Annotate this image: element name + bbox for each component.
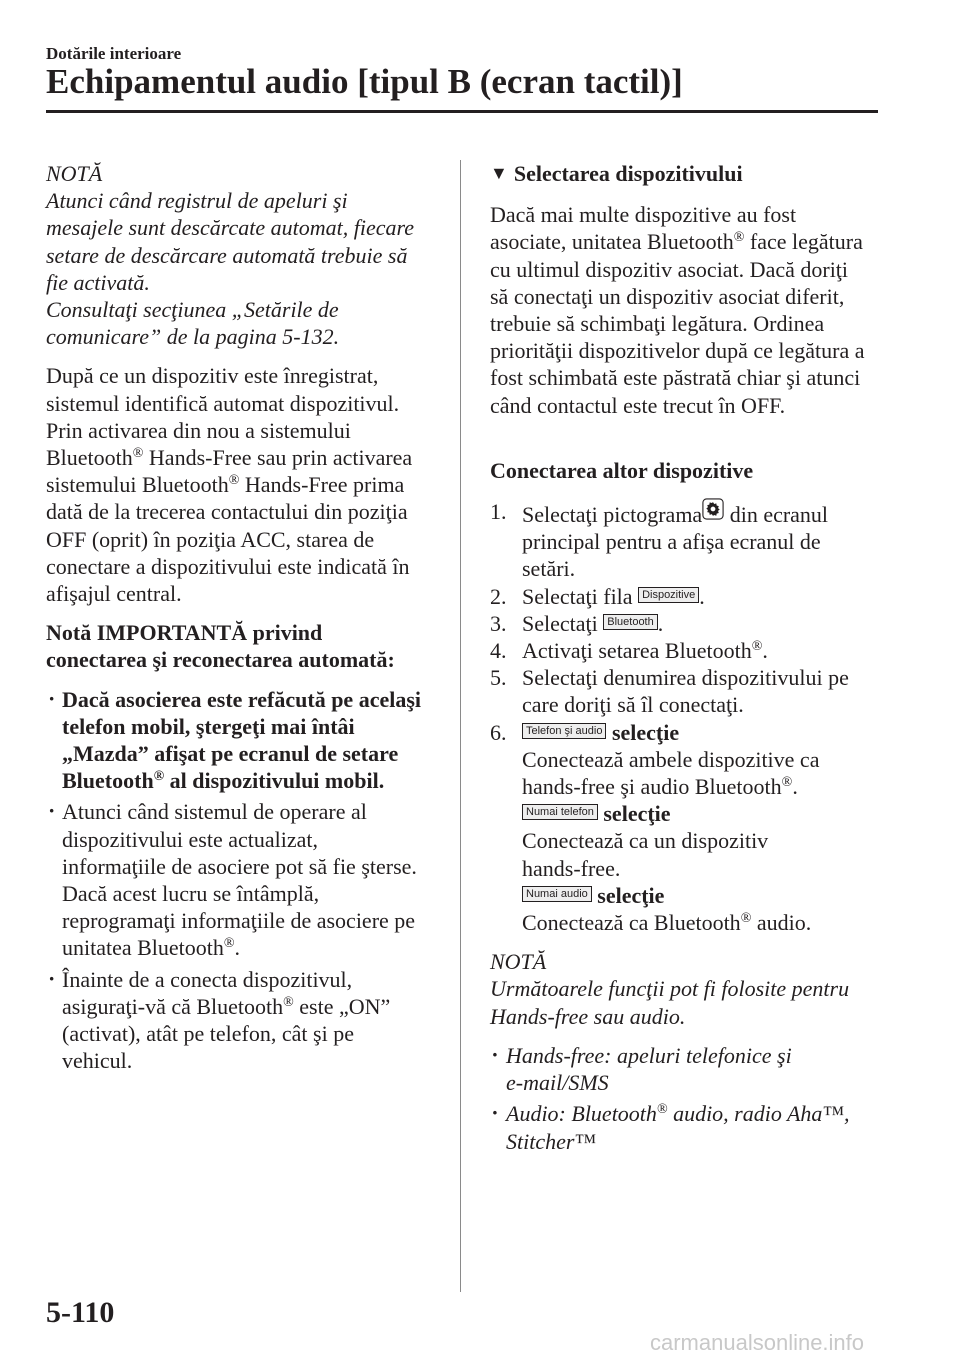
text-fragment: unitatea Bluetooth <box>62 935 224 961</box>
text-fragment: Hands-Free sau prin activarea <box>143 445 413 471</box>
text-fragment: Bluetooth <box>62 768 154 794</box>
text-line: trebuie să schimbaţi legătura. Ordinea <box>490 311 825 337</box>
audio-only-button[interactable]: Numai audio <box>522 886 592 902</box>
page-number: 5-110 <box>46 1296 115 1329</box>
subheading: Conectarea altor dispozitive <box>490 457 754 483</box>
registered-mark: ® <box>781 775 793 791</box>
phone-and-audio-button[interactable]: Telefon şi audio <box>522 723 606 739</box>
step-2 <box>490 583 890 610</box>
watermark: carmanualsonline.info <box>650 1330 865 1355</box>
text-fragment: face legătura <box>744 229 863 255</box>
note-bullet <box>490 1042 890 1096</box>
selection-label: selecţie <box>603 801 671 827</box>
selection-paragraph <box>490 201 890 419</box>
text-line: dată de la trecerea contactului din poziţia <box>46 499 408 525</box>
registered-mark: ® <box>132 446 144 462</box>
text-line <box>522 800 890 827</box>
step-1 <box>490 498 890 583</box>
text-line: sistemul identifică automat dispozitivul. <box>46 390 400 416</box>
text-fragment: din ecranul <box>724 502 829 528</box>
selection-label: selecţie <box>611 719 680 745</box>
text-line <box>46 444 446 471</box>
registered-mark: ® <box>751 639 763 655</box>
text-fragment: asociate, unitatea Bluetooth <box>490 229 734 255</box>
text-line <box>522 610 890 637</box>
text-line: setări. <box>522 556 576 582</box>
step-number: 2. <box>490 583 507 609</box>
column-divider <box>460 160 461 1292</box>
text-fragment: este „ON” <box>293 993 391 1019</box>
step-number: 4. <box>490 638 507 664</box>
step-5 <box>490 664 890 718</box>
text-line <box>522 909 890 936</box>
note-line: Hands-free sau audio. <box>490 1003 686 1029</box>
important-note-heading <box>46 619 446 673</box>
text-line: informaţiile de asociere pot să fie şterse. <box>62 853 417 879</box>
text-line: afişajul central. <box>46 581 182 607</box>
text-line: Conectează ca un dispozitiv <box>522 828 769 854</box>
text-line: După ce un dispozitiv este înregistrat, <box>46 363 379 389</box>
note-body <box>490 975 890 1029</box>
text-line: (activat), atât pe telefon, cât şi pe <box>62 1021 354 1047</box>
text-line: reprogramaţi informaţiile de asociere pe <box>62 908 416 934</box>
text-line: vehicul. <box>62 1048 133 1074</box>
note-line: mesajele sunt descărcate automat, fiecare <box>46 215 414 241</box>
text-line: când contactul este trecut în OFF. <box>490 392 786 418</box>
triangle-icon: ▼ <box>490 163 508 183</box>
bullet-item <box>46 966 446 1075</box>
text-fragment: audio, radio Aha™, <box>667 1101 850 1127</box>
text-line: · Atunci când sistemul de operare al <box>62 799 367 825</box>
step-number: 5. <box>490 665 507 691</box>
text-line: conectarea şi reconectarea automată: <box>46 647 395 673</box>
step-number: 6. <box>490 719 507 745</box>
text-fragment: hands-free şi audio Bluetooth <box>522 774 782 800</box>
text-line <box>62 934 446 961</box>
text-line: Dacă acest lucru se întâmplă, <box>62 881 320 907</box>
step-6 <box>490 719 890 937</box>
registered-mark: ® <box>740 911 752 927</box>
text-line: cu ultimul dispozitiv asociat. Dacă doriţi <box>490 256 849 282</box>
step-4 <box>490 637 890 664</box>
text-line: priorităţii dispozitivelor după ce legătura a <box>490 338 865 364</box>
note-line: fie activată. <box>46 269 150 295</box>
step-3 <box>490 610 890 637</box>
text-line: conectare a dispozitivului este indicată în <box>46 553 410 579</box>
note-line: Consultaţi secţiunea „Setările de <box>46 297 339 323</box>
text-fragment: . <box>762 638 768 664</box>
text-line <box>522 498 890 528</box>
note-line: comunicare” de la pagina 5-132. <box>46 324 340 350</box>
text-fragment: Selectaţi <box>522 610 604 636</box>
left-column <box>46 160 446 1075</box>
text-fragment: Audio: Bluetooth <box>506 1101 657 1127</box>
text-line: „Mazda” afişat pe ecranul de setare <box>62 741 399 767</box>
text-line: · Înainte de a conecta dispozitivul, <box>62 966 353 992</box>
section-label: Dotările interioare <box>46 44 182 63</box>
text-fragment: al dispozitivului mobil. <box>164 768 385 794</box>
bullet-item <box>46 798 446 961</box>
text-line <box>522 719 890 746</box>
text-line: fost schimbată este păstrată chiar şi atunci <box>490 365 861 391</box>
note-bullet <box>490 1100 890 1154</box>
devices-tab-button[interactable]: Dispozitive <box>638 587 699 603</box>
text-line: Notă IMPORTANTĂ privind <box>46 620 323 646</box>
note-line: e-mail/SMS <box>506 1070 609 1096</box>
text-line <box>522 882 890 909</box>
text-line <box>62 767 446 794</box>
heading-text: Selectarea dispozitivului <box>513 161 743 186</box>
bullet-item <box>46 686 446 795</box>
text-line: Conectează ambele dispozitive ca <box>522 746 820 772</box>
text-line: principal pentru a afişa ecranul de <box>522 529 821 555</box>
text-line: · Dacă asocierea este refăcută pe acelaşi <box>62 686 422 712</box>
note-line <box>506 1100 890 1127</box>
registered-mark: ® <box>223 936 235 952</box>
section-heading <box>490 160 890 187</box>
text-line: Prin activarea din nou a sistemului <box>46 417 351 443</box>
text-fragment: Activaţi setarea Bluetooth <box>522 638 752 664</box>
text-fragment: . <box>699 583 705 609</box>
text-line <box>522 637 890 664</box>
text-fragment: Conectează ca Bluetooth <box>522 910 741 936</box>
note-line: Stitcher™ <box>506 1128 596 1154</box>
registered-mark: ® <box>656 1102 668 1118</box>
right-column <box>490 160 890 1155</box>
text-line: hands-free. <box>522 855 621 881</box>
text-fragment: Selectaţi fila <box>522 583 639 609</box>
text-line: să conectaţi un dispozitiv asociat diferit, <box>490 283 845 309</box>
step-number: 3. <box>490 610 507 636</box>
page-title: Echipamentul audio [tipul B (ecran tactil)] <box>46 62 683 101</box>
text-line <box>62 993 446 1020</box>
note-line: Atunci când registrul de apeluri şi <box>46 188 348 214</box>
text-line <box>46 471 446 498</box>
step-number: 1. <box>490 499 507 525</box>
note-body <box>46 187 446 350</box>
text-line: telefon mobil, ştergeţi mai întâi <box>62 713 355 739</box>
registered-mark: ® <box>283 994 294 1010</box>
gear-icon <box>702 498 724 520</box>
title-rule <box>46 110 878 113</box>
text-line: Selectaţi denumirea dispozitivului pe <box>522 665 849 691</box>
text-fragment: Bluetooth <box>46 445 133 471</box>
text-line: OFF (oprit) în poziţia ACC, starea de <box>46 526 375 552</box>
selection-label: selecţie <box>597 882 665 908</box>
text-line <box>522 583 890 610</box>
text-line: Dacă mai multe dispozitive au fost <box>490 202 797 228</box>
bluetooth-button[interactable]: Bluetooth <box>603 614 657 630</box>
text-fragment: . <box>657 610 664 636</box>
text-fragment: asiguraţi-vă că Bluetooth <box>62 993 284 1019</box>
note-line: Următoarele funcţii pot fi folosite pentru <box>490 976 850 1002</box>
note-line: setare de descărcare automată trebuie să <box>46 242 408 268</box>
registered-mark: ® <box>228 473 240 489</box>
registered-mark: ® <box>733 230 745 246</box>
text-fragment: . <box>234 935 241 961</box>
phone-only-button[interactable]: Numai telefon <box>522 804 598 820</box>
text-fragment: Selectaţi pictograma <box>522 502 703 528</box>
registration-paragraph <box>46 362 446 607</box>
text-fragment: sistemului Bluetooth <box>46 472 229 498</box>
text-line: dispozitivului este actualizat, <box>62 826 318 852</box>
text-fragment: Hands-Free prima <box>239 472 405 498</box>
note-line: · Hands-free: apeluri telefonice şi <box>506 1042 792 1068</box>
text-fragment: . <box>792 774 798 800</box>
note-title: NOTĂ <box>490 949 547 975</box>
registered-mark: ® <box>153 769 165 785</box>
text-line: care doriţi să îl conectaţi. <box>522 692 744 718</box>
text-line <box>490 228 890 255</box>
text-line <box>522 773 890 800</box>
text-fragment: audio. <box>751 910 812 936</box>
note-title: NOTĂ <box>46 161 103 186</box>
